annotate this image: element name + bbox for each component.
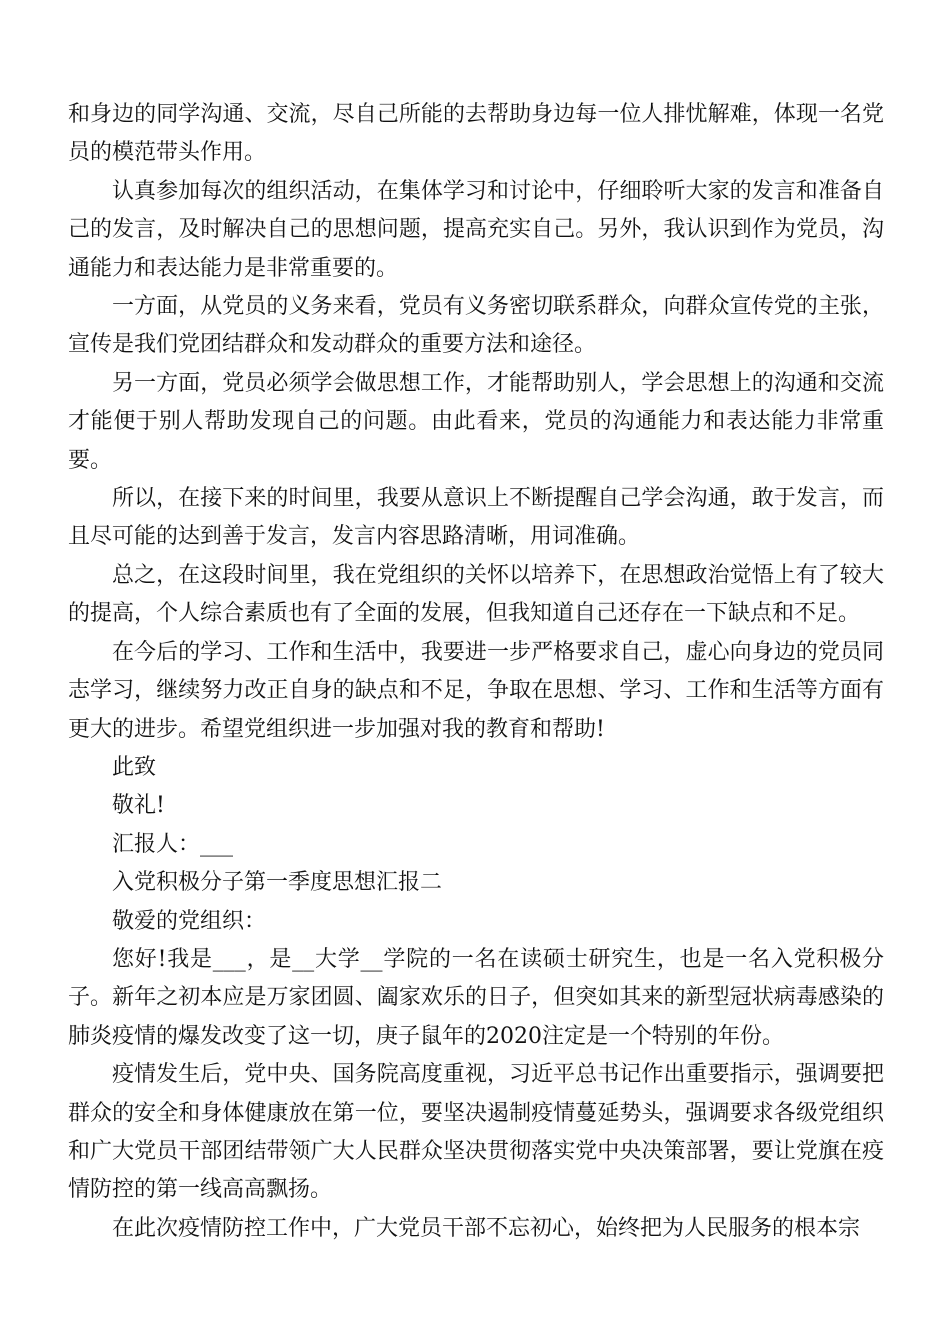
closing-salutation: 此致 — [112, 754, 157, 780]
paragraph: 疫情发生后，党中央、国务院高度重视，习近平总书记作出重要指示，强调要把群众的安全和身体健康放在第一位，要坚决遏制疫情蔓延势头，强调要求各级党组织和广大党员干部团结带领广大人民群众坚决贯彻落实党中央决策部署，要让党旗在疫情防控的第一线高高飘扬。 — [68, 1062, 884, 1203]
paragraph: 认真参加每次的组织活动，在集体学习和讨论中，仔细聆听大家的发言和准备自己的发言，及时解决自己的思想问题，提高充实自己。另外，我认识到作为党员，沟通能力和表达能力是非常重要的。 — [68, 178, 884, 281]
paragraph: 另一方面，党员必须学会做思想工作，才能帮助别人，学会思想上的沟通和交流才能便于别人帮助发现自己的问题。由此看来，党员的沟通能力和表达能力非常重要。 — [68, 370, 884, 473]
paragraph: 总之，在这段时间里，我在党组织的关怀以培养下，在思想政治觉悟上有了较大的提高，个人综合素质也有了全面的发展，但我知道自己还存在一下缺点和不足。 — [68, 562, 884, 627]
paragraph: 和身边的同学沟通、交流，尽自己所能的去帮助身边每一位人排忧解难，体现一名党员的模范带头作用。 — [68, 102, 884, 166]
greeting: 敬爱的党组织： — [112, 908, 267, 934]
paragraph: 所以，在接下来的时间里，我要从意识上不断提醒自己学会沟通，敢于发言，而且尽可能的达到善于发言，发言内容思路清晰，用词准确。 — [68, 486, 884, 550]
paragraph: 您好!我是___，是__大学__学院的一名在读硕士研究生，也是一名入党积极分子。新年之初本应是万家团圆、阖家欢乐的日子，但突如其来的新型冠状病毒感染的肺炎疫情的爆发改变了这一切，庚子鼠年的2020注定是一个特别的年份。 — [68, 946, 884, 1049]
paragraph: 在此次疫情防控工作中，广大党员干部不忘初心，始终把为人民服务的根本宗 — [112, 1215, 861, 1241]
closing-regards: 敬礼! — [112, 793, 165, 819]
section-title: 入党积极分子第一季度思想汇报二 — [112, 870, 443, 896]
paragraph: 在今后的学习、工作和生活中，我要进一步严格要求自己，虚心向身边的党员同志学习，继续努力改正自身的缺点和不足，争取在思想、学习、工作和生活等方面有更大的进步。希望党组织进一步加强对我的教育和帮助! — [68, 639, 884, 742]
document-page — [68, 96, 884, 1248]
reporter-line: 汇报人：___ — [112, 831, 234, 857]
paragraph: 一方面，从党员的义务来看，党员有义务密切联系群众，向群众宣传党的主张，宣传是我们党团结群众和发动群众的重要方法和途径。 — [68, 294, 884, 358]
